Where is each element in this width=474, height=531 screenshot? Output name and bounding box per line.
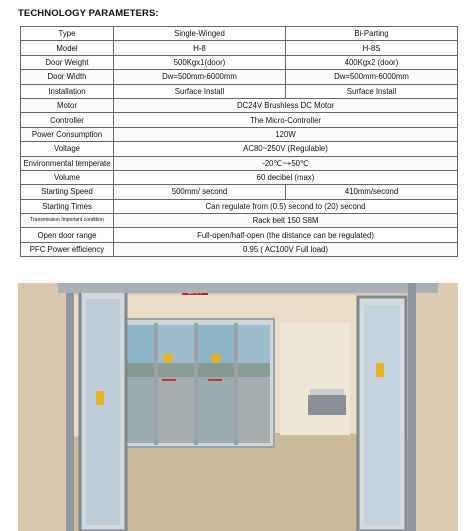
- cell-single: Dw=500mm-6000mm: [114, 70, 286, 84]
- table-row: [21, 113, 458, 127]
- table-row: [21, 199, 458, 213]
- warning-sticker: [96, 391, 104, 405]
- cell-single: 500Kgx1(door): [114, 55, 286, 69]
- left-door-frame: [66, 283, 74, 531]
- table-row: [21, 84, 458, 98]
- row-label: Door Weight: [21, 55, 114, 69]
- table-row: [21, 127, 458, 141]
- cell-single: Surface Install: [114, 84, 286, 98]
- row-label: Open door range: [21, 228, 114, 242]
- row-label: Model: [21, 41, 114, 55]
- section-heading: TECHNOLOGY PARAMETERS:: [18, 8, 159, 19]
- row-label: Environmental temperate: [21, 156, 114, 170]
- cell-biparting: 400Kgx2 (door): [286, 55, 458, 69]
- table-row: [21, 242, 458, 256]
- right-wall: [413, 283, 458, 531]
- table-row: [21, 214, 458, 228]
- cell-single: Single-Winged: [114, 27, 286, 41]
- mullion: [234, 323, 238, 445]
- table-row: [21, 27, 458, 41]
- row-label: Power Consumption: [21, 127, 114, 141]
- cell-shared: Full-open/half-open (the distance can be regulated): [114, 228, 458, 242]
- row-label: Motor: [21, 98, 114, 112]
- door-photo: [18, 283, 458, 531]
- cell-biparting: Dw=500mm-6000mm: [286, 70, 458, 84]
- red-stripe: [208, 379, 222, 381]
- left-wall: [18, 283, 73, 531]
- cell-shared: The Micro-Controller: [114, 113, 458, 127]
- cell-biparting: Surface Install: [286, 84, 458, 98]
- row-label: Door Width: [21, 70, 114, 84]
- row-label: Starting Speed: [21, 185, 114, 199]
- top-track: [58, 283, 438, 293]
- row-label: Type: [21, 27, 114, 41]
- table-row: [21, 170, 458, 184]
- row-label: Installation: [21, 84, 114, 98]
- red-stripe: [162, 379, 176, 381]
- row-label: Controller: [21, 113, 114, 127]
- hospital-bed: [308, 395, 346, 415]
- row-label: Voltage: [21, 142, 114, 156]
- cell-shared: 120W: [114, 127, 458, 141]
- cell-biparting: Bi-Parting: [286, 27, 458, 41]
- table-row: [21, 228, 458, 242]
- mullion: [194, 323, 198, 445]
- mullion: [154, 323, 158, 445]
- table-row: [21, 55, 458, 69]
- table-row: [21, 41, 458, 55]
- row-label: Volume: [21, 170, 114, 184]
- table-row: [21, 185, 458, 199]
- right-door-glass: [364, 305, 400, 525]
- table-row: [21, 156, 458, 170]
- cell-shared: Rack belt 150 S8M: [114, 214, 458, 228]
- cell-shared: AC80~250V (Regulable): [114, 142, 458, 156]
- cell-shared: DC24V Brushless DC Motor: [114, 98, 458, 112]
- corridor: [280, 323, 350, 435]
- warning-sticker: [163, 353, 173, 363]
- cell-shared: -20℃~+50℃: [114, 156, 458, 170]
- right-door-frame: [408, 283, 416, 531]
- row-label: PFC Power efficiency: [21, 242, 114, 256]
- cell-single: 500mm/ second: [114, 185, 286, 199]
- cell-shared: 60 decibel (max): [114, 170, 458, 184]
- cell-single: H-8: [114, 41, 286, 55]
- table-row: [21, 70, 458, 84]
- row-label: Transmission Important condition: [21, 214, 114, 228]
- left-door-glass: [86, 299, 120, 525]
- cell-biparting: 410mm/second: [286, 185, 458, 199]
- spec-table: [20, 26, 458, 257]
- cell-shared: 0.95 ( AC100V Full load): [114, 242, 458, 256]
- warning-sticker: [376, 363, 384, 377]
- hospital-bed: [310, 389, 344, 395]
- row-label: Starting Times: [21, 199, 114, 213]
- cell-biparting: H-8S: [286, 41, 458, 55]
- warning-sticker: [211, 353, 221, 363]
- table-row: [21, 142, 458, 156]
- table-row: [21, 98, 458, 112]
- cell-shared: Can regulate from (0.5) second to (20) second: [114, 199, 458, 213]
